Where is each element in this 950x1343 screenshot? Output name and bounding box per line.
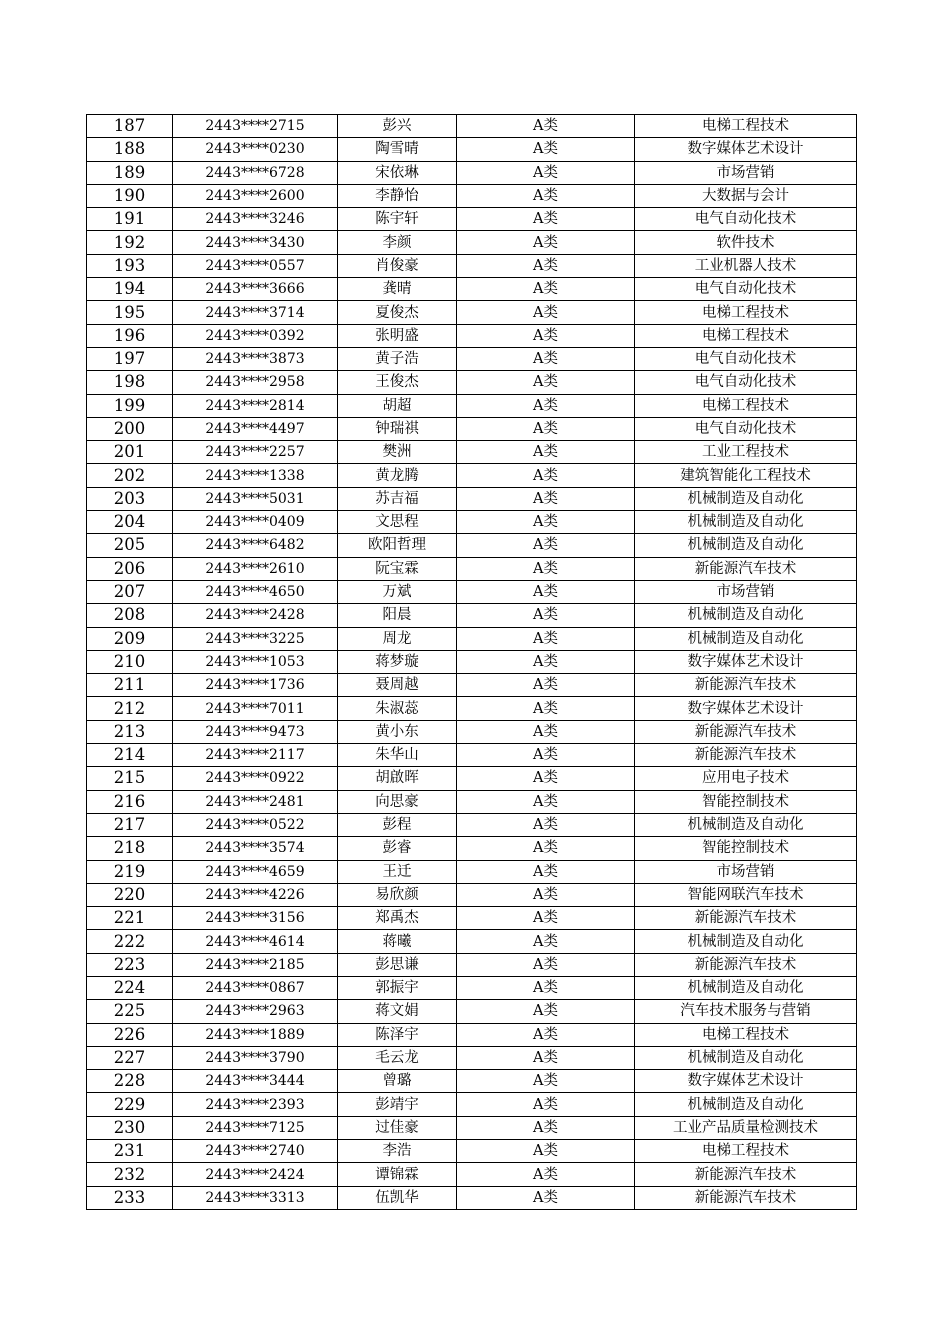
table-row [87, 441, 857, 464]
row-number-cell: 198 [87, 371, 173, 394]
major-cell: 电梯工程技术 [635, 115, 857, 138]
major-cell: 电气自动化技术 [635, 208, 857, 231]
category-cell: A类 [457, 394, 635, 417]
row-number-cell: 227 [87, 1046, 173, 1069]
row-number-cell: 219 [87, 860, 173, 883]
category-cell: A类 [457, 930, 635, 953]
category-cell: A类 [457, 1070, 635, 1093]
row-number-cell: 216 [87, 790, 173, 813]
student-name-cell: 蒋文娟 [338, 1000, 457, 1023]
category-cell: A类 [457, 976, 635, 999]
id-number-cell: 2443****1736 [173, 674, 338, 697]
row-number-cell: 199 [87, 394, 173, 417]
student-name-cell: 聂周越 [338, 674, 457, 697]
major-cell: 新能源汽车技术 [635, 953, 857, 976]
category-cell: A类 [457, 487, 635, 510]
table-row [87, 1093, 857, 1116]
id-number-cell: 2443****2600 [173, 184, 338, 207]
major-cell: 智能控制技术 [635, 837, 857, 860]
category-cell: A类 [457, 720, 635, 743]
major-cell: 电梯工程技术 [635, 324, 857, 347]
row-number-cell: 204 [87, 511, 173, 534]
major-cell: 电气自动化技术 [635, 371, 857, 394]
student-name-cell: 肖俊豪 [338, 254, 457, 277]
row-number-cell: 194 [87, 278, 173, 301]
table-row [87, 1023, 857, 1046]
row-number-cell: 190 [87, 184, 173, 207]
category-cell: A类 [457, 1093, 635, 1116]
table-row [87, 790, 857, 813]
student-name-cell: 朱淑蕊 [338, 697, 457, 720]
category-cell: A类 [457, 604, 635, 627]
id-number-cell: 2443****3225 [173, 627, 338, 650]
category-cell: A类 [457, 231, 635, 254]
major-cell: 市场营销 [635, 860, 857, 883]
student-name-cell: 黄龙腾 [338, 464, 457, 487]
major-cell: 建筑智能化工程技术 [635, 464, 857, 487]
row-number-cell: 212 [87, 697, 173, 720]
row-number-cell: 205 [87, 534, 173, 557]
id-number-cell: 2443****3313 [173, 1186, 338, 1209]
table-row [87, 208, 857, 231]
table-row [87, 417, 857, 440]
table-row [87, 674, 857, 697]
major-cell: 机械制造及自动化 [635, 487, 857, 510]
major-cell: 电气自动化技术 [635, 417, 857, 440]
category-cell: A类 [457, 580, 635, 603]
row-number-cell: 213 [87, 720, 173, 743]
student-name-cell: 万斌 [338, 580, 457, 603]
id-number-cell: 2443****3666 [173, 278, 338, 301]
row-number-cell: 215 [87, 767, 173, 790]
table-row [87, 557, 857, 580]
major-cell: 智能网联汽车技术 [635, 883, 857, 906]
student-name-cell: 彭靖宇 [338, 1093, 457, 1116]
row-number-cell: 206 [87, 557, 173, 580]
id-number-cell: 2443****3714 [173, 301, 338, 324]
row-number-cell: 196 [87, 324, 173, 347]
id-number-cell: 2443****2958 [173, 371, 338, 394]
id-number-cell: 2443****1338 [173, 464, 338, 487]
id-number-cell: 2443****2424 [173, 1163, 338, 1186]
student-name-cell: 彭睿 [338, 837, 457, 860]
category-cell: A类 [457, 534, 635, 557]
student-name-cell: 王俊杰 [338, 371, 457, 394]
major-cell: 数字媒体艺术设计 [635, 650, 857, 673]
student-name-cell: 欧阳哲理 [338, 534, 457, 557]
student-name-cell: 彭兴 [338, 115, 457, 138]
row-number-cell: 202 [87, 464, 173, 487]
category-cell: A类 [457, 1023, 635, 1046]
table-row [87, 278, 857, 301]
row-number-cell: 224 [87, 976, 173, 999]
student-name-cell: 伍凯华 [338, 1186, 457, 1209]
table-row [87, 627, 857, 650]
major-cell: 数字媒体艺术设计 [635, 697, 857, 720]
major-cell: 新能源汽车技术 [635, 744, 857, 767]
student-name-cell: 郑禹杰 [338, 907, 457, 930]
student-name-cell: 樊洲 [338, 441, 457, 464]
id-number-cell: 2443****3430 [173, 231, 338, 254]
id-number-cell: 2443****7125 [173, 1116, 338, 1139]
major-cell: 数字媒体艺术设计 [635, 1070, 857, 1093]
id-number-cell: 2443****0557 [173, 254, 338, 277]
table-row [87, 324, 857, 347]
table-row [87, 347, 857, 370]
table-row [87, 883, 857, 906]
table-row [87, 534, 857, 557]
row-number-cell: 208 [87, 604, 173, 627]
major-cell: 机械制造及自动化 [635, 511, 857, 534]
table-row [87, 813, 857, 836]
table-row [87, 487, 857, 510]
category-cell: A类 [457, 767, 635, 790]
row-number-cell: 191 [87, 208, 173, 231]
id-number-cell: 2443****3790 [173, 1046, 338, 1069]
table-row [87, 301, 857, 324]
major-cell: 机械制造及自动化 [635, 604, 857, 627]
category-cell: A类 [457, 301, 635, 324]
category-cell: A类 [457, 441, 635, 464]
student-name-cell: 曾璐 [338, 1070, 457, 1093]
id-number-cell: 2443****2814 [173, 394, 338, 417]
category-cell: A类 [457, 860, 635, 883]
table-row [87, 464, 857, 487]
major-cell: 新能源汽车技术 [635, 720, 857, 743]
id-number-cell: 2443****0522 [173, 813, 338, 836]
row-number-cell: 197 [87, 347, 173, 370]
student-name-cell: 蒋曦 [338, 930, 457, 953]
table-row [87, 1070, 857, 1093]
major-cell: 电梯工程技术 [635, 1140, 857, 1163]
category-cell: A类 [457, 184, 635, 207]
student-name-cell: 李静怡 [338, 184, 457, 207]
student-name-cell: 彭程 [338, 813, 457, 836]
category-cell: A类 [457, 883, 635, 906]
major-cell: 机械制造及自动化 [635, 1046, 857, 1069]
major-cell: 新能源汽车技术 [635, 557, 857, 580]
category-cell: A类 [457, 464, 635, 487]
row-number-cell: 220 [87, 883, 173, 906]
student-name-cell: 陶雪晴 [338, 138, 457, 161]
id-number-cell: 2443****1889 [173, 1023, 338, 1046]
category-cell: A类 [457, 1046, 635, 1069]
id-number-cell: 2443****4226 [173, 883, 338, 906]
student-name-cell: 郭振宇 [338, 976, 457, 999]
table-row [87, 930, 857, 953]
table-row [87, 837, 857, 860]
category-cell: A类 [457, 627, 635, 650]
major-cell: 新能源汽车技术 [635, 907, 857, 930]
major-cell: 智能控制技术 [635, 790, 857, 813]
major-cell: 工业产品质量检测技术 [635, 1116, 857, 1139]
category-cell: A类 [457, 953, 635, 976]
student-name-cell: 周龙 [338, 627, 457, 650]
category-cell: A类 [457, 115, 635, 138]
major-cell: 市场营销 [635, 580, 857, 603]
id-number-cell: 2443****2117 [173, 744, 338, 767]
id-number-cell: 2443****5031 [173, 487, 338, 510]
table-row [87, 254, 857, 277]
table-row [87, 604, 857, 627]
student-name-cell: 彭思谦 [338, 953, 457, 976]
row-number-cell: 188 [87, 138, 173, 161]
major-cell: 新能源汽车技术 [635, 1163, 857, 1186]
table-row [87, 976, 857, 999]
major-cell: 电梯工程技术 [635, 301, 857, 324]
id-number-cell: 2443****4614 [173, 930, 338, 953]
table-row [87, 720, 857, 743]
category-cell: A类 [457, 697, 635, 720]
major-cell: 机械制造及自动化 [635, 813, 857, 836]
student-name-cell: 阮宝霖 [338, 557, 457, 580]
table-row [87, 161, 857, 184]
row-number-cell: 229 [87, 1093, 173, 1116]
id-number-cell: 2443****0922 [173, 767, 338, 790]
category-cell: A类 [457, 254, 635, 277]
student-name-cell: 王迁 [338, 860, 457, 883]
major-cell: 机械制造及自动化 [635, 976, 857, 999]
row-number-cell: 203 [87, 487, 173, 510]
table-row [87, 138, 857, 161]
id-number-cell: 2443****2481 [173, 790, 338, 813]
row-number-cell: 214 [87, 744, 173, 767]
major-cell: 新能源汽车技术 [635, 674, 857, 697]
row-number-cell: 228 [87, 1070, 173, 1093]
table-row [87, 231, 857, 254]
student-name-cell: 钟瑞祺 [338, 417, 457, 440]
major-cell: 机械制造及自动化 [635, 930, 857, 953]
category-cell: A类 [457, 837, 635, 860]
category-cell: A类 [457, 1000, 635, 1023]
row-number-cell: 233 [87, 1186, 173, 1209]
id-number-cell: 2443****2715 [173, 115, 338, 138]
category-cell: A类 [457, 417, 635, 440]
table-row [87, 1163, 857, 1186]
row-number-cell: 221 [87, 907, 173, 930]
table-row [87, 511, 857, 534]
category-cell: A类 [457, 557, 635, 580]
student-name-cell: 文思程 [338, 511, 457, 534]
id-number-cell: 2443****1053 [173, 650, 338, 673]
table-row [87, 1116, 857, 1139]
id-number-cell: 2443****0409 [173, 511, 338, 534]
id-number-cell: 2443****9473 [173, 720, 338, 743]
student-name-cell: 苏吉福 [338, 487, 457, 510]
major-cell: 电气自动化技术 [635, 347, 857, 370]
row-number-cell: 230 [87, 1116, 173, 1139]
category-cell: A类 [457, 813, 635, 836]
category-cell: A类 [457, 208, 635, 231]
table-row [87, 371, 857, 394]
student-name-cell: 黄小东 [338, 720, 457, 743]
student-name-cell: 阳晨 [338, 604, 457, 627]
id-number-cell: 2443****2257 [173, 441, 338, 464]
id-number-cell: 2443****2610 [173, 557, 338, 580]
student-name-cell: 胡超 [338, 394, 457, 417]
id-number-cell: 2443****6728 [173, 161, 338, 184]
category-cell: A类 [457, 1116, 635, 1139]
category-cell: A类 [457, 674, 635, 697]
category-cell: A类 [457, 278, 635, 301]
table-row [87, 1140, 857, 1163]
table-row [87, 860, 857, 883]
student-name-cell: 李颜 [338, 231, 457, 254]
category-cell: A类 [457, 347, 635, 370]
student-name-cell: 夏俊杰 [338, 301, 457, 324]
row-number-cell: 231 [87, 1140, 173, 1163]
roster-table [86, 114, 857, 1210]
row-number-cell: 223 [87, 953, 173, 976]
student-name-cell: 毛云龙 [338, 1046, 457, 1069]
table-row [87, 650, 857, 673]
table-row [87, 1186, 857, 1209]
major-cell: 电气自动化技术 [635, 278, 857, 301]
table-row [87, 394, 857, 417]
row-number-cell: 225 [87, 1000, 173, 1023]
row-number-cell: 232 [87, 1163, 173, 1186]
id-number-cell: 2443****2393 [173, 1093, 338, 1116]
major-cell: 工业机器人技术 [635, 254, 857, 277]
category-cell: A类 [457, 324, 635, 347]
row-number-cell: 193 [87, 254, 173, 277]
category-cell: A类 [457, 744, 635, 767]
row-number-cell: 210 [87, 650, 173, 673]
id-number-cell: 2443****0867 [173, 976, 338, 999]
id-number-cell: 2443****2740 [173, 1140, 338, 1163]
row-number-cell: 200 [87, 417, 173, 440]
major-cell: 电梯工程技术 [635, 394, 857, 417]
id-number-cell: 2443****0392 [173, 324, 338, 347]
id-number-cell: 2443****4650 [173, 580, 338, 603]
student-name-cell: 陈泽宇 [338, 1023, 457, 1046]
student-name-cell: 蒋梦璇 [338, 650, 457, 673]
table-row [87, 744, 857, 767]
id-number-cell: 2443****2185 [173, 953, 338, 976]
id-number-cell: 2443****2428 [173, 604, 338, 627]
id-number-cell: 2443****4497 [173, 417, 338, 440]
row-number-cell: 226 [87, 1023, 173, 1046]
id-number-cell: 2443****3574 [173, 837, 338, 860]
id-number-cell: 2443****7011 [173, 697, 338, 720]
major-cell: 电梯工程技术 [635, 1023, 857, 1046]
row-number-cell: 207 [87, 580, 173, 603]
student-name-cell: 宋依琳 [338, 161, 457, 184]
major-cell: 软件技术 [635, 231, 857, 254]
id-number-cell: 2443****4659 [173, 860, 338, 883]
table-row [87, 1046, 857, 1069]
student-name-cell: 李浩 [338, 1140, 457, 1163]
category-cell: A类 [457, 161, 635, 184]
student-name-cell: 朱华山 [338, 744, 457, 767]
major-cell: 应用电子技术 [635, 767, 857, 790]
category-cell: A类 [457, 1163, 635, 1186]
major-cell: 机械制造及自动化 [635, 1093, 857, 1116]
major-cell: 新能源汽车技术 [635, 1186, 857, 1209]
student-name-cell: 黄子浩 [338, 347, 457, 370]
student-name-cell: 胡啟晖 [338, 767, 457, 790]
category-cell: A类 [457, 511, 635, 534]
table-row [87, 184, 857, 207]
category-cell: A类 [457, 138, 635, 161]
id-number-cell: 2443****2963 [173, 1000, 338, 1023]
id-number-cell: 2443****3873 [173, 347, 338, 370]
category-cell: A类 [457, 371, 635, 394]
row-number-cell: 218 [87, 837, 173, 860]
id-number-cell: 2443****3246 [173, 208, 338, 231]
category-cell: A类 [457, 1140, 635, 1163]
row-number-cell: 209 [87, 627, 173, 650]
major-cell: 大数据与会计 [635, 184, 857, 207]
table-row [87, 953, 857, 976]
row-number-cell: 192 [87, 231, 173, 254]
student-name-cell: 陈宇轩 [338, 208, 457, 231]
table-row [87, 1000, 857, 1023]
student-name-cell: 谭锦霖 [338, 1163, 457, 1186]
major-cell: 机械制造及自动化 [635, 534, 857, 557]
category-cell: A类 [457, 1186, 635, 1209]
student-name-cell: 向思豪 [338, 790, 457, 813]
major-cell: 汽车技术服务与营销 [635, 1000, 857, 1023]
row-number-cell: 222 [87, 930, 173, 953]
major-cell: 市场营销 [635, 161, 857, 184]
id-number-cell: 2443****0230 [173, 138, 338, 161]
row-number-cell: 201 [87, 441, 173, 464]
major-cell: 机械制造及自动化 [635, 627, 857, 650]
student-name-cell: 龚晴 [338, 278, 457, 301]
id-number-cell: 2443****3444 [173, 1070, 338, 1093]
row-number-cell: 189 [87, 161, 173, 184]
major-cell: 数字媒体艺术设计 [635, 138, 857, 161]
row-number-cell: 211 [87, 674, 173, 697]
category-cell: A类 [457, 650, 635, 673]
roster-body [87, 115, 857, 1210]
table-row [87, 767, 857, 790]
table-row [87, 907, 857, 930]
category-cell: A类 [457, 790, 635, 813]
id-number-cell: 2443****3156 [173, 907, 338, 930]
row-number-cell: 217 [87, 813, 173, 836]
table-row [87, 697, 857, 720]
category-cell: A类 [457, 907, 635, 930]
table-row [87, 580, 857, 603]
student-name-cell: 易欣颜 [338, 883, 457, 906]
student-name-cell: 张明盛 [338, 324, 457, 347]
student-name-cell: 过佳豪 [338, 1116, 457, 1139]
row-number-cell: 195 [87, 301, 173, 324]
row-number-cell: 187 [87, 115, 173, 138]
table-row [87, 115, 857, 138]
id-number-cell: 2443****6482 [173, 534, 338, 557]
major-cell: 工业工程技术 [635, 441, 857, 464]
